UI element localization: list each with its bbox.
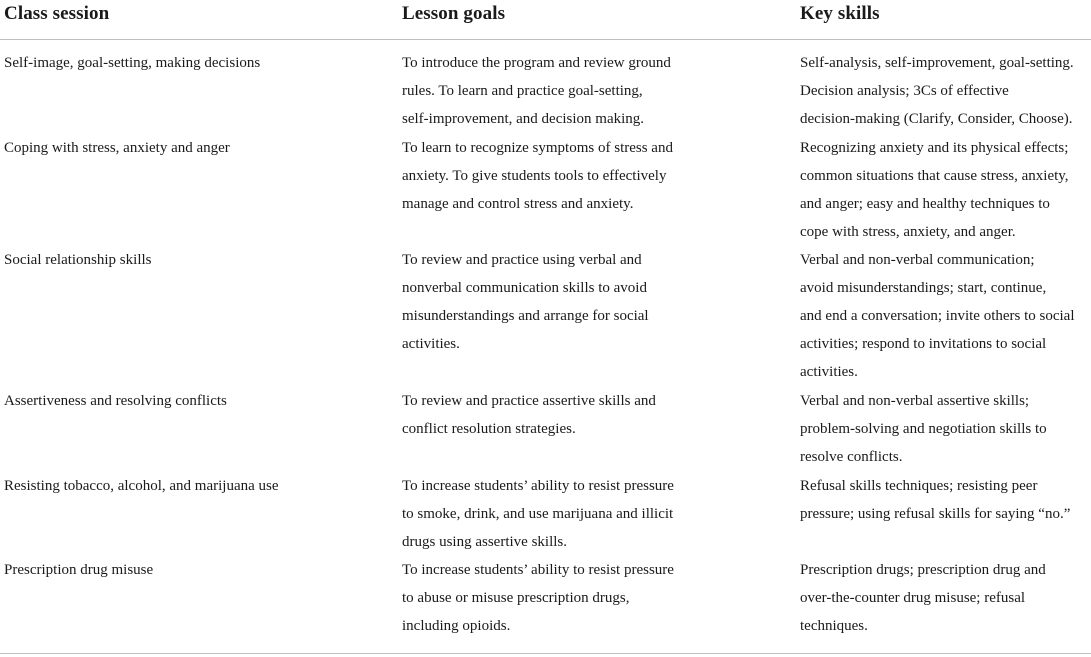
cell-text: activities; respond to invitations to social (800, 336, 1047, 352)
cell-lesson-goals (402, 472, 702, 556)
cell-text: Self-analysis, self-improvement, goal-setting. (800, 55, 1074, 71)
cell-text: conflict resolution strategies. (402, 421, 576, 437)
cell-key-skills (800, 134, 1091, 246)
cell-text: common situations that cause stress, anxiety, (800, 168, 1069, 184)
cell-text: Prescription drug misuse (4, 562, 154, 578)
cell-text: techniques. (800, 618, 868, 634)
cell-text: Refusal skills techniques; resisting peer (800, 478, 1038, 494)
cell-text: Decision analysis; 3Cs of effective (800, 83, 1009, 99)
cell-lesson-goals (402, 246, 702, 358)
cell-text: and end a conversation; invite others to social (800, 308, 1075, 324)
cell-text: to smoke, drink, and use marijuana and illicit (402, 506, 674, 522)
cell-lesson-goals (402, 387, 702, 443)
cell-text: manage and control stress and anxiety. (402, 196, 634, 212)
cell-text: Coping with stress, anxiety and anger (4, 140, 230, 156)
header-key-skills: Key skills (800, 3, 880, 24)
cell-text: Verbal and non-verbal communication; (800, 252, 1035, 268)
cell-text: decision-making (Clarify, Consider, Choose). (800, 111, 1073, 127)
cell-text: cope with stress, anxiety, and anger. (800, 224, 1016, 240)
cell-text: problem-solving and negotiation skills to (800, 421, 1047, 437)
cell-class-session (4, 49, 394, 77)
cell-lesson-goals (402, 556, 702, 640)
cell-text: nonverbal communication skills to avoid (402, 280, 647, 296)
cell-class-session (4, 134, 394, 162)
cell-text: Verbal and non-verbal assertive skills; (800, 393, 1030, 409)
cell-text: To increase students’ ability to resist pressure (402, 478, 674, 494)
cell-class-session (4, 246, 394, 274)
cell-text: To learn to recognize symptoms of stress and (402, 140, 673, 156)
cell-text: rules. To learn and practice goal-setting, (402, 83, 643, 99)
cell-text: over-the-counter drug misuse; refusal (800, 590, 1026, 606)
table-bottom-rule (0, 653, 1091, 654)
cell-text: self-improvement, and decision making. (402, 111, 645, 127)
cell-text: avoid misunderstandings; start, continue, (800, 280, 1047, 296)
cell-text: to abuse or misuse prescription drugs, (402, 590, 630, 606)
cell-text: misunderstandings and arrange for social (402, 308, 649, 324)
cell-text: Self-image, goal-setting, making decisions (4, 55, 261, 71)
cell-text: To review and practice assertive skills and (402, 393, 656, 409)
cell-text: pressure; using refusal skills for saying “no.” (800, 506, 1071, 522)
cell-text: To review and practice using verbal and (402, 252, 642, 268)
cell-text: To introduce the program and review ground (402, 55, 671, 71)
cell-text: activities. (402, 336, 460, 352)
cell-key-skills (800, 472, 1091, 528)
cell-text: Resisting tobacco, alcohol, and marijuana use (4, 478, 279, 494)
cell-text: Social relationship skills (4, 252, 152, 268)
cell-text: Assertiveness and resolving conflicts (4, 393, 227, 409)
cell-class-session (4, 556, 394, 584)
cell-class-session (4, 387, 394, 415)
cell-text: drugs using assertive skills. (402, 534, 567, 550)
cell-text: including opioids. (402, 618, 511, 634)
header-class-session: Class session (4, 3, 110, 24)
cell-text: activities. (800, 364, 858, 380)
cell-key-skills (800, 246, 1091, 386)
cell-text: anxiety. To give students tools to effectively (402, 168, 667, 184)
cell-lesson-goals (402, 49, 702, 133)
cell-text: Prescription drugs; prescription drug and (800, 562, 1046, 578)
header-lesson-goals: Lesson goals (402, 3, 506, 24)
table-header-row (0, 0, 1091, 40)
cell-text: and anger; easy and healthy techniques to (800, 196, 1050, 212)
cell-key-skills (800, 49, 1091, 133)
cell-text: To increase students’ ability to resist pressure (402, 562, 674, 578)
cell-text: Recognizing anxiety and its physical effects; (800, 140, 1069, 156)
cell-class-session (4, 472, 394, 500)
cell-text: resolve conflicts. (800, 449, 903, 465)
cell-lesson-goals (402, 134, 702, 218)
cell-key-skills (800, 387, 1091, 471)
cell-key-skills (800, 556, 1091, 640)
